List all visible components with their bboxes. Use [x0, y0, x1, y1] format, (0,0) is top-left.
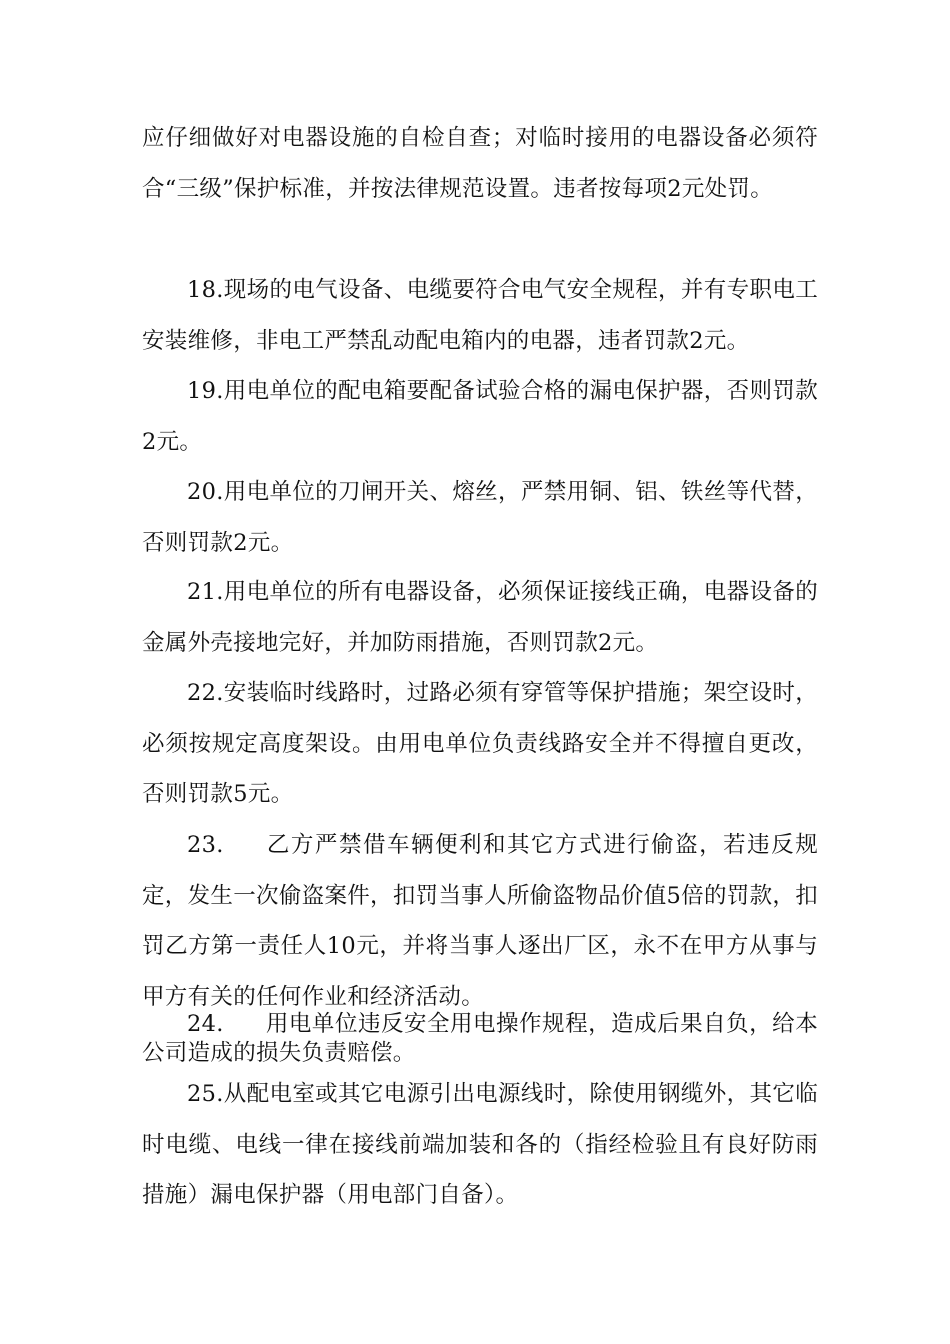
paragraph-text: 用电单位违反安全用电操作规程，造成后果自负，给本公司造成的损失负责赔偿。 [142, 1011, 818, 1066]
paragraph-text: 22.安装临时线路时，过路必须有穿管等保护措施；架空设时，必须按规定高度架设。由用电单位负责线路安全并不得擅自更改，否则罚款5元。 [142, 680, 818, 807]
paragraph-text: 21.用电单位的所有电器设备，必须保证接线正确，电器设备的金属外壳接地完好，并加防雨措施，否则罚款2元。 [142, 579, 818, 656]
paragraph-text: 乙方严禁借车辆便利和其它方式进行偷盗，若违反规定，发生一次偷盗案件，扣罚当事人所偷盗物品价值5倍的罚款，扣罚乙方第一责任人10元，并将当事人逐出厂区，永不在甲方从事与甲方有关的任何作业和经济活动。 [142, 832, 818, 1010]
paragraph-text: 25.从配电室或其它电源引出电源线时，除使用钢缆外，其它临时电缆、电线一律在接线前端加装和各的（指经检验且有良好防雨措施）漏电保护器（用电部门自备）。 [142, 1081, 818, 1208]
paragraph-number: 24. [187, 1011, 224, 1037]
paragraph-21 [142, 567, 818, 668]
paragraph-text: 19.用电单位的配电箱要配备试验合格的漏电保护器，否则罚款2元。 [142, 378, 818, 455]
paragraph-23 [142, 820, 818, 1022]
paragraph-text: 18.现场的电气设备、电缆要符合电气安全规程，并有专职电工安装维修，非电工严禁乱动配电箱内的电器，违者罚款2元。 [142, 277, 818, 354]
paragraph-text: 应仔细做好对电器设施的自检自查；对临时接用的电器设备必须符合“三级”保护标准，并按法律规范设置。违者按每项2元处罚。 [142, 125, 818, 202]
paragraph-22 [142, 668, 818, 820]
paragraph-text: 20.用电单位的刀闸开关、熔丝，严禁用铜、铝、铁丝等代替，否则罚款2元。 [142, 479, 818, 556]
paragraph-number: 23. [187, 832, 224, 858]
paragraph-continuation [142, 113, 818, 214]
paragraph-18 [142, 265, 818, 366]
paragraph-20 [142, 467, 818, 568]
paragraph-24 [142, 1010, 818, 1068]
paragraph-25 [142, 1069, 818, 1221]
paragraph-19 [142, 366, 818, 467]
